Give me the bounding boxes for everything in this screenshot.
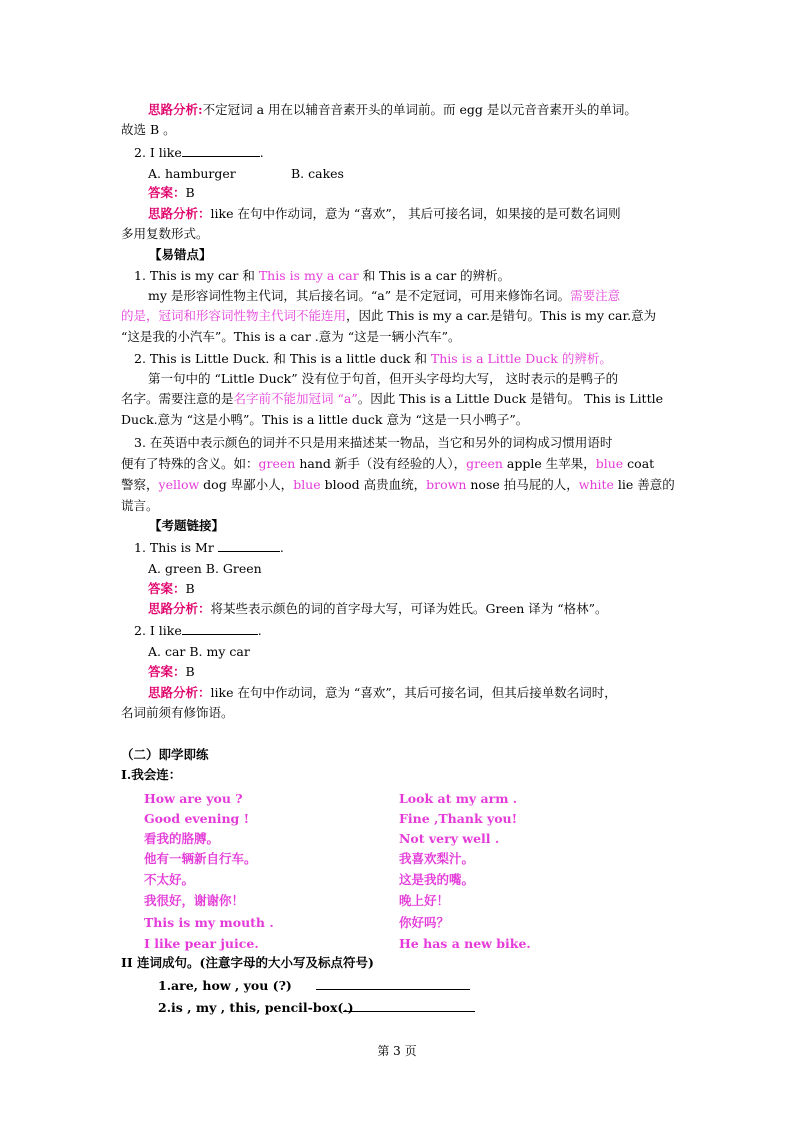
match-right-item: 我喜欢梨汁。 (399, 851, 475, 866)
error-point-3-line1: 3. 在英语中表示颜色的词并不只是用来描述某一物品，当它和另外的词构成习惯用语时 (134, 435, 613, 450)
match-right-item: Look at my arm . (399, 791, 518, 806)
error-point-2-line2: 名字。需要注意的是名字前不能加冠词 “a”。因此 This is a Little Duck 是错句。 This is Little (121, 391, 664, 406)
analysis-text: 不定冠词 a 用在以辅音音素开头的单词前。而 egg 是以元音音素开头的单词。 (202, 102, 637, 117)
analysis-continuation: 故选 B 。 (121, 122, 176, 137)
match-left-item: 不太好。 (144, 872, 195, 887)
error-point-1-line3: “这是我的小汽车”。This is a car .意为 “这是一辆小汽车”。 (121, 329, 461, 344)
answer-label: 答案： (148, 185, 186, 200)
exam-question-2: 2. I like . (134, 623, 262, 638)
error-point-1-line2: 的是，冠词和形容词性物主代词不能连用，因此 This is my a car.是错句。This is my car.意为 (121, 308, 657, 323)
match-right-item: Not very well . (399, 831, 500, 846)
exam-question-2-analysis: 思路分析：like 在句中作动词，意为 “喜欢”，其后可接名词，但其后接单数名词时， (148, 685, 617, 700)
question-2-stem: 2. I like . (134, 145, 264, 160)
match-right-item: Fine ,Thank you! (399, 811, 518, 826)
match-right-item: He has a new bike. (399, 936, 531, 951)
exam-question-2-analysis-cont: 名词前须有修饰语。 (121, 705, 234, 720)
match-left-item: I like pear juice. (144, 936, 259, 951)
match-left-item: 看我的胳膊。 (144, 831, 220, 846)
match-left-item: This is my mouth . (144, 915, 274, 930)
analysis-line (148, 101, 637, 118)
sentence-item-2: 2.is , my , this, pencil-box(.) (158, 1000, 354, 1015)
analysis-label: 思路分析: (148, 102, 203, 117)
section-practice-title: （二）即学即练 (121, 747, 209, 762)
answer-value: B (185, 185, 195, 200)
section-title-exam-links: 【考题链接】 (149, 518, 225, 533)
matching-title: Ⅰ.我会连： (121, 767, 182, 782)
question-2-option-a: A. hamburger (148, 166, 236, 181)
exam-question-1-analysis: 思路分析：将某些表示颜色的词的首字母大写，可译为姓氏。Green 译为 “格林”。 (148, 601, 608, 616)
sentence-building-title: II 连词成句。(注意字母的大小写及标点符号) (121, 955, 374, 970)
error-point-2-line3: Duck.意为 “这是小鸭”。This is a little duck 意为 “这是一只小鸭子”。 (121, 412, 529, 427)
answer-blank (218, 539, 280, 552)
answer-line (316, 977, 470, 990)
error-point-3-line3: 警察，yellow dog 卑鄙小人，blue blood 高贵血统，brown nose 拍马屁的人，white lie 善意的 (121, 477, 675, 492)
question-2-analysis: 思路分析：like 在句中作动词，意为 “喜欢”， 其后可接名词，如果接的是可数名词则 (148, 206, 621, 221)
match-left-item: How are you ? (144, 791, 243, 806)
exam-question-1-answer: 答案：B (148, 581, 195, 596)
exam-question-2-options: A. car B. my car (148, 644, 250, 659)
analysis-label: 思路分析： (148, 206, 211, 221)
exam-question-1-options: A. green B. Green (148, 561, 262, 576)
section-title-error-points: 【易错点】 (149, 247, 212, 262)
error-point-2-line1: 第一句中的 “Little Duck” 没有位于句首，但开头字母均大写， 这时表示的是鸭子的 (148, 371, 619, 386)
match-left-item: 他有一辆新自行车。 (144, 851, 257, 866)
error-point-1: 1. This is my car 和 This is my a car 和 This is a car 的辨析。 (134, 268, 511, 283)
error-point-3-line4: 谎言。 (121, 498, 159, 513)
error-point-1-line1: my 是形容词性物主代词，其后接名词。“a” 是不定冠词，可用来修饰名词。需要注意 (148, 288, 621, 303)
error-point-3-line2: 便有了特殊的含义。如：green hand 新手（没有经验的人），green apple 生苹果，blue coat (121, 456, 655, 471)
sentence-item-1: 1.are, how , you (?) (158, 978, 292, 993)
exam-question-2-answer: 答案：B (148, 664, 195, 679)
match-left-item: Good evening ! (144, 811, 250, 826)
question-2-option-b: B. cakes (291, 166, 344, 181)
match-right-item: 晚上好！ (399, 893, 450, 908)
page-number: 第 3 页 (377, 1044, 417, 1058)
match-right-item: 你好吗？ (399, 915, 450, 930)
answer-line (343, 999, 475, 1012)
answer-blank (182, 622, 258, 635)
error-point-2: 2. This is Little Duck. 和 This is a little duck 和 This is a Little Duck 的辨析。 (134, 351, 612, 366)
question-2-answer (148, 184, 195, 201)
answer-blank (182, 144, 260, 157)
question-2-analysis-cont: 多用复数形式。 (121, 226, 209, 241)
match-left-item: 我很好，谢谢你！ (144, 893, 245, 908)
exam-question-1: 1. This is Mr . (134, 540, 284, 555)
match-right-item: 这是我的嘴。 (399, 872, 475, 887)
